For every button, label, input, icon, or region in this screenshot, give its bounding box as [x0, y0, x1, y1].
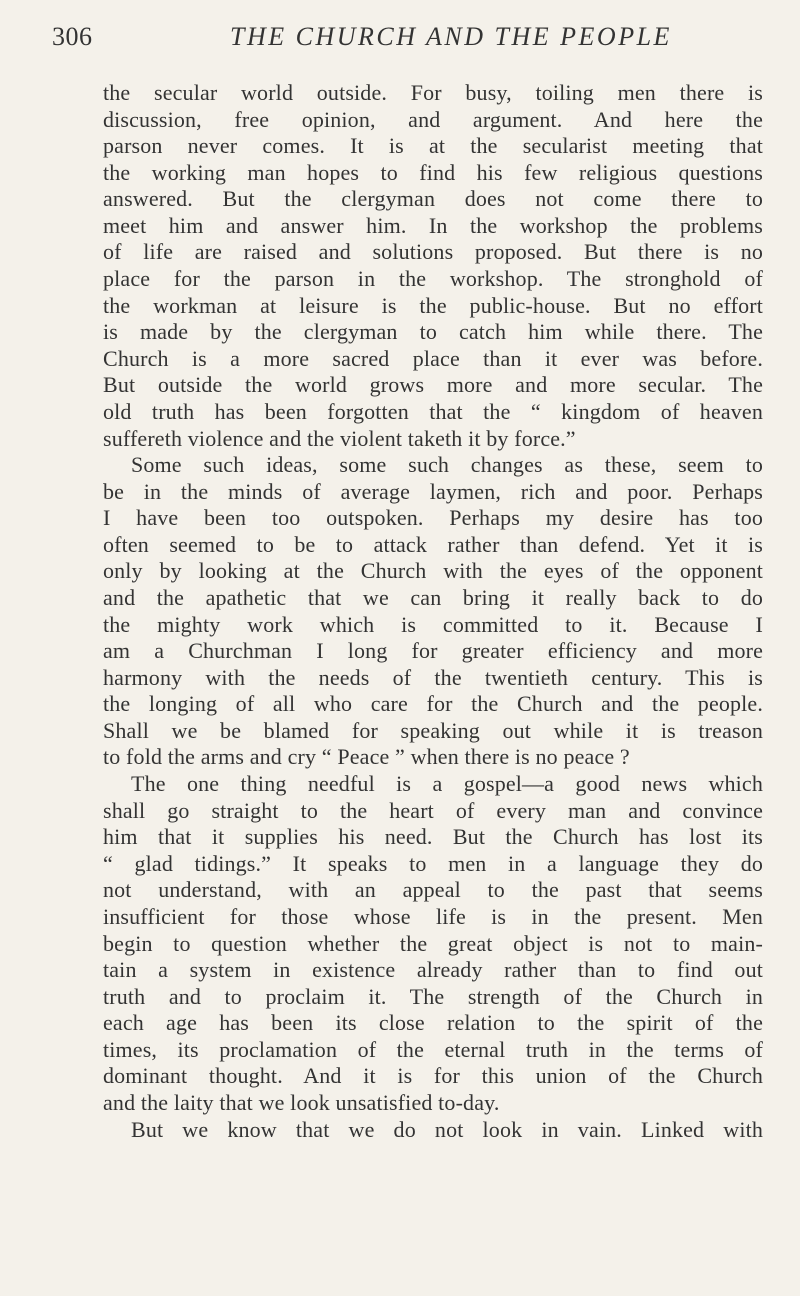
text-line: suffereth violence and the violent taketh it by force.”: [103, 425, 576, 451]
text-line: But outside the world grows more and more secular. The: [103, 372, 763, 398]
text-line: times, its proclamation of the eternal truth in the terms of: [103, 1036, 763, 1062]
text-line: of life are raised and solutions proposed. But there is no: [103, 239, 763, 265]
text-line: “ glad tidings.” It speaks to men in a language they do: [103, 850, 763, 876]
text-line: answered. But the clergyman does not come there to: [103, 186, 763, 212]
text-line: discussion, free opinion, and argument. And here the: [103, 106, 763, 132]
text-line: often seemed to be to attack rather than defend. Yet it is: [103, 531, 763, 557]
text-line: parson never comes. It is at the secularist meeting that: [103, 133, 763, 159]
text-line: and the apathetic that we can bring it really back to do: [103, 584, 763, 610]
text-line: only by looking at the Church with the eyes of the opponent: [103, 558, 763, 584]
text-line: the longing of all who care for the Church and the people.: [103, 691, 763, 717]
text-line: the working man hopes to find his few religious questions: [103, 159, 763, 185]
text-line: insufficient for those whose life is in the present. Men: [103, 903, 763, 929]
text-line: him that it supplies his need. But the Church has lost its: [103, 824, 763, 850]
page-number: 306: [52, 22, 93, 51]
text-line: But we know that we do not look in vain. Linked with: [131, 1116, 763, 1142]
running-title: THE CHURCH AND THE PEOPLE: [230, 22, 672, 51]
text-line: am a Churchman I long for greater efficiency and more: [103, 638, 763, 664]
text-line: is made by the clergyman to catch him while there. The: [103, 319, 763, 345]
text-line: the mighty work which is committed to it. Because I: [103, 611, 763, 637]
text-line: meet him and answer him. In the workshop the problems: [103, 212, 763, 238]
text-line: old truth has been forgotten that the “ kingdom of heaven: [103, 398, 763, 424]
body-text: [103, 80, 763, 1143]
text-line: be in the minds of average laymen, rich and poor. Perhaps: [103, 478, 763, 504]
text-line: I have been too outspoken. Perhaps my desire has too: [103, 505, 763, 531]
text-line: the workman at leisure is the public-house. But no effort: [103, 292, 763, 318]
text-line: harmony with the needs of the twentieth century. This is: [103, 664, 763, 690]
text-line: and the laity that we look unsatisfied to-day.: [103, 1089, 500, 1115]
text-line: tain a system in existence already rather than to find out: [103, 957, 763, 983]
text-line: Some such ideas, some such changes as these, seem to: [131, 452, 763, 478]
text-line: place for the parson in the workshop. The stronghold of: [103, 266, 763, 292]
text-line: shall go straight to the heart of every man and convince: [103, 797, 763, 823]
text-line: the secular world outside. For busy, toiling men there is: [103, 80, 763, 105]
text-line: begin to question whether the great object is not to main-: [103, 930, 763, 956]
text-line: The one thing needful is a gospel—a good news which: [131, 771, 763, 797]
text-line: truth and to proclaim it. The strength of the Church in: [103, 983, 763, 1009]
text-line: Church is a more sacred place than it ever was before.: [103, 345, 763, 371]
text-line: Shall we be blamed for speaking out while it is treason: [103, 717, 763, 743]
text-line: each age has been its close relation to the spirit of the: [103, 1010, 763, 1036]
text-line: dominant thought. And it is for this union of the Church: [103, 1063, 763, 1089]
text-line: not understand, with an appeal to the past that seems: [103, 877, 763, 903]
text-line: to fold the arms and cry “ Peace ” when there is no peace ?: [103, 744, 630, 770]
running-head: [52, 22, 750, 62]
